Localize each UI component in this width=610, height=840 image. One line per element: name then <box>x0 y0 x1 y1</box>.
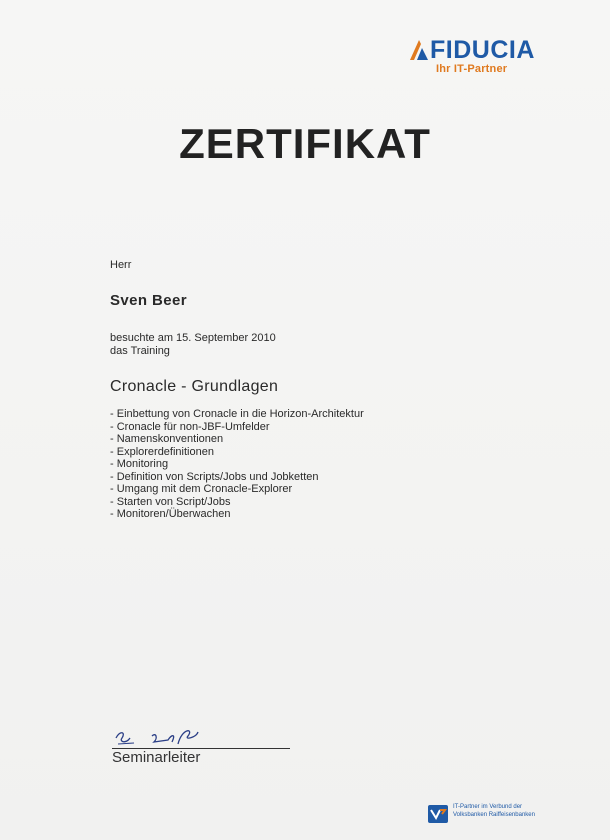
topic-item: - Starten von Script/Jobs <box>110 496 364 509</box>
salutation: Herr <box>110 259 132 271</box>
topic-item: - Umgang mit dem Cronacle-Explorer <box>110 483 364 496</box>
attendance-line-date: besuchte am 15. September 2010 <box>110 332 276 344</box>
volksbanken-raiffeisenbanken-logo-icon <box>428 805 448 823</box>
footer-line-2: Volksbanken Raiffeisenbanken <box>453 812 535 818</box>
fiducia-logo <box>408 36 558 80</box>
topic-list <box>110 408 364 521</box>
topic-item: - Monitoring <box>110 458 364 471</box>
footer-text <box>453 803 535 819</box>
certificate-title: ZERTIFIKAT <box>179 120 431 167</box>
fiducia-triangle-icon <box>408 38 430 62</box>
footer-line-1: IT-Partner im Verbund der <box>453 804 523 810</box>
participant-name: Sven Beer <box>110 292 187 309</box>
logo-name: FIDUCIA <box>430 36 535 64</box>
footer-affiliation <box>428 803 568 827</box>
topic-item: - Namenskonventionen <box>110 433 364 446</box>
logo-tagline: Ihr IT-Partner <box>436 63 508 75</box>
course-title: Cronacle - Grundlagen <box>110 378 279 395</box>
topic-item: - Monitoren/Überwachen <box>110 508 364 521</box>
topic-item: - Explorerdefinitionen <box>110 446 364 459</box>
signature-label: Seminarleiter <box>112 749 201 766</box>
topic-item: - Definition von Scripts/Jobs und Jobketten <box>110 471 364 484</box>
topic-item: - Einbettung von Cronacle in die Horizon-Architektur <box>110 408 364 421</box>
topic-item: - Cronacle für non-JBF-Umfelder <box>110 421 364 434</box>
attendance-statement <box>110 332 276 358</box>
attendance-line-training: das Training <box>110 345 170 357</box>
handwritten-signature <box>112 724 232 750</box>
